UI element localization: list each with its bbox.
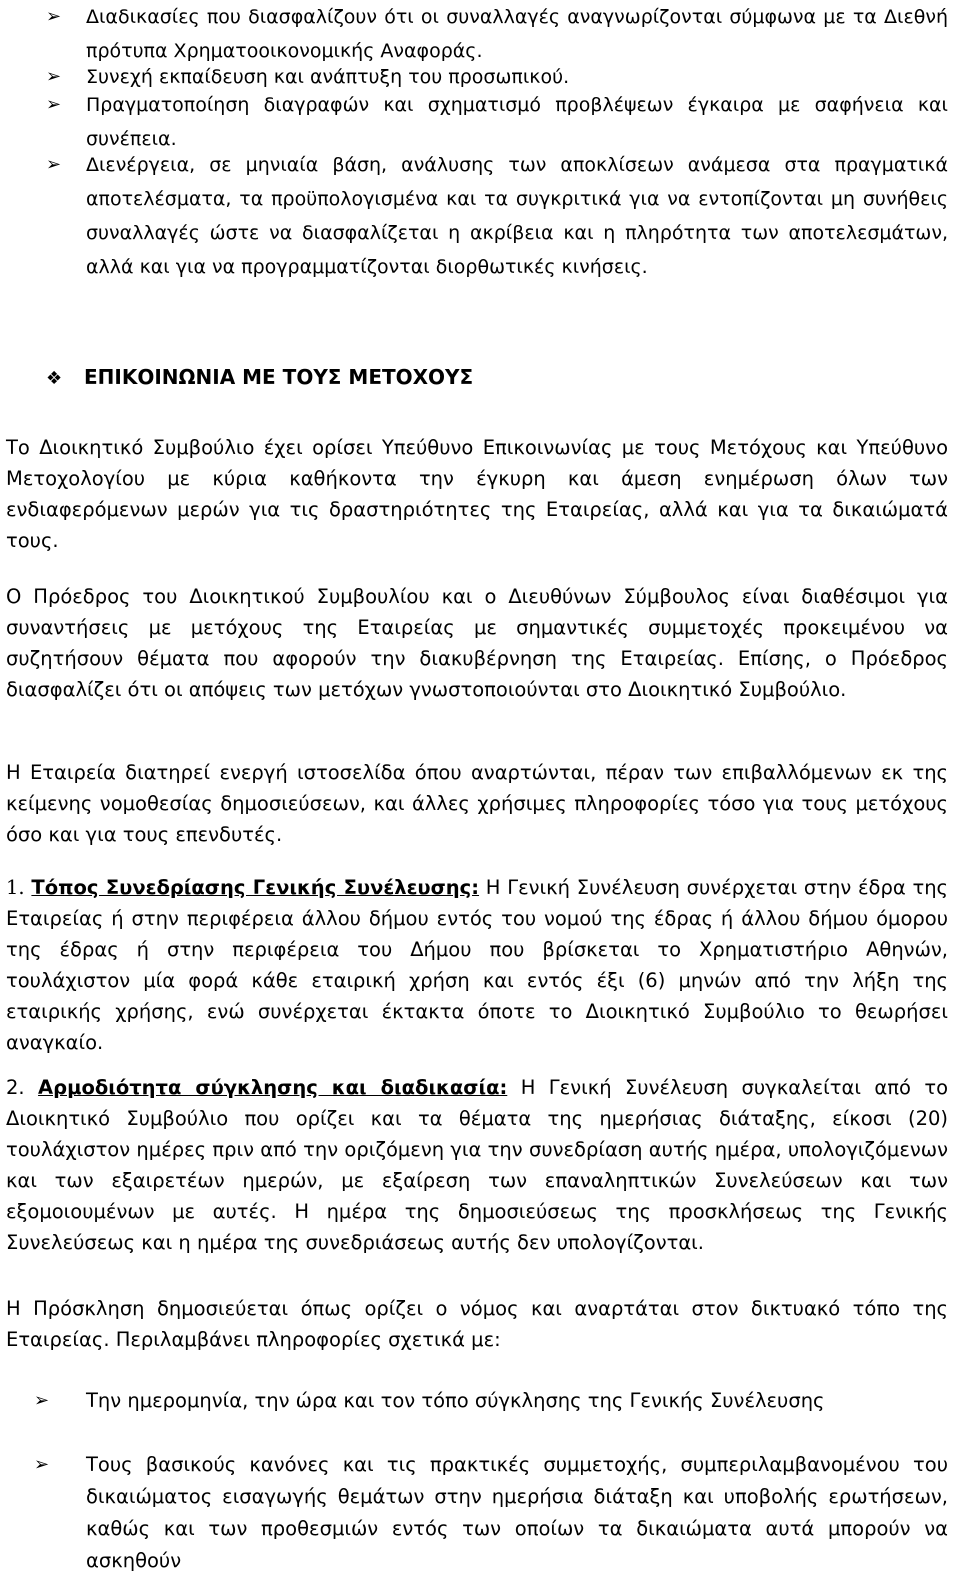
- list-item: [0, 1449, 960, 1577]
- list-item-text: Πραγματοποίηση διαγραφών και σχηματισμό προβλέψεων έγκαιρα με σαφήνεια και συνέπεια.: [86, 94, 948, 150]
- paragraph: Η Πρόσκληση δημοσιεύεται όπως ορίζει ο νόμος και αναρτάται στον δικτυακό τόπο της Εταιρείας. Περιλαμβάνει πληροφορίες σχετικά με:: [6, 1297, 948, 1351]
- arrow-bullet-icon: ➢: [46, 154, 62, 175]
- list-item-text: Διενέργεια, σε μηνιαία βάση, ανάλυσης των αποκλίσεων ανάμεσα στα πραγματικά αποτελέσματα, τα προϋπολογισμένα και τα συγκριτικά για να εντοπίζονται μη συνήθεις συναλλαγές ώστε να διασφαλίζεται η ακρίβεια και η πληρότητα των αποτελεσμάτων, αλλά και για να προγραμματίζονται διορθωτικές κινήσεις.: [86, 154, 948, 278]
- paragraph: Η Εταιρεία διατηρεί ενεργή ιστοσελίδα όπου αναρτώνται, πέραν των επιβαλλόμενων εκ της κείμενης νομοθεσίας δημοσιεύσεων, και άλλες χρήσιμες πληροφορίες τόσο για τους μετόχους όσο και για τους επενδυτές.: [6, 761, 948, 846]
- list-item: [0, 0, 960, 68]
- paragraph-title: Τόπος Συνεδρίασης Γενικής Συνέλευσης:: [31, 876, 480, 899]
- numbered-paragraph: [6, 1072, 948, 1258]
- arrow-bullet-icon: ➢: [34, 1454, 50, 1475]
- numbered-paragraph: [6, 872, 948, 1058]
- paragraph-number: 1.: [6, 876, 25, 899]
- arrow-bullet-icon: ➢: [34, 1390, 50, 1411]
- list-item-text: Την ημερομηνία, την ώρα και τον τόπο σύγκλησης της Γενικής Συνέλευσης: [86, 1389, 825, 1412]
- diamond-bullet-icon: ❖: [46, 368, 63, 389]
- paragraph-body: Η Γενική Συνέλευση συγκαλείται από το Διοικητικό Συμβούλιο που ορίζει και τα θέματα της ημερήσιας διάταξης, είκοσι (20) τουλάχιστον ημέρες πριν από την οριζόμενη για την συνεδρίαση αυτής ημέρα, υπολογιζόμενων και των εξαιρετέων ημερών, με εξαίρεση των επαναληπτικών Συνελεύσεων και των εξομοιουμένων με αυτές. Η ημέρα της δημοσιεύσεως της προσκλήσεως της Γενικής Συνελεύσεως και η ημέρα της συνεδριάσεως αυτής δεν υπολογίζονται.: [6, 1076, 948, 1254]
- list-item: [0, 88, 960, 156]
- section-heading-text: ΕΠΙΚΟΙΝΩΝΙΑ ΜΕ ΤΟΥΣ ΜΕΤΟΧΟΥΣ: [84, 365, 474, 389]
- arrow-bullet-icon: ➢: [46, 66, 62, 87]
- list-item: [0, 1385, 960, 1417]
- paragraph-title: Αρμοδιότητα σύγκλησης και διαδικασία:: [38, 1076, 508, 1099]
- paragraph-body: Η Γενική Συνέλευση συνέρχεται στην έδρα της Εταιρείας ή στην περιφέρεια άλλου δήμου εντός του νομού της έδρας ή άλλου δήμου όμορου της έδρας ή στην περιφέρεια του Δήμου που βρίσκεται το Χρηματιστήριο Αθηνών, τουλάχιστον μία φορά κάθε εταιρική χρήση και εντός έξι (6) μηνών από την λήξη της εταιρικής χρήσης, ενώ συνέρχεται έκτακτα όποτε το Διοικητικό Συμβούλιο το θεωρήσει αναγκαίο.: [6, 876, 949, 1054]
- arrow-bullet-icon: ➢: [46, 6, 62, 27]
- paragraph: Ο Πρόεδρος του Διοικητικού Συμβουλίου και ο Διευθύνων Σύμβουλος είναι διαθέσιμοι για συναντήσεις με μετόχους της Εταιρείας με σημαντικές συμμετοχές προκειμένου να συζητήσουν θέματα που αφορούν την διακυβέρνηση της Εταιρείας. Επίσης, ο Πρόεδρος διασφαλίζει ότι οι απόψεις των μετόχων γνωστοποιούνται στο Διοικητικό Συμβούλιο.: [6, 585, 948, 701]
- section-heading: [46, 362, 473, 394]
- paragraph: Το Διοικητικό Συμβούλιο έχει ορίσει Υπεύθυνο Επικοινωνίας με τους Μετόχους και Υπεύθυνο Μετοχολογίου με κύρια καθήκοντα την έγκυρη και άμεση ενημέρωση όλων των ενδιαφερόμενων μερών για τις δραστηριότητες της Εταιρείας, αλλά και για τα δικαιώματά τους.: [6, 436, 948, 552]
- paragraph-number: 2.: [6, 1076, 25, 1099]
- list-item-text: Συνεχή εκπαίδευση και ανάπτυξη του προσωπικού.: [86, 66, 570, 88]
- list-item-text: Διαδικασίες που διασφαλίζουν ότι οι συναλλαγές αναγνωρίζονται σύμφωνα με τα Διεθνή πρότυπα Χρηματοοικονομικής Αναφοράς.: [86, 6, 948, 62]
- list-item-text: Τους βασικούς κανόνες και τις πρακτικές συμμετοχής, συμπεριλαμβανομένου του δικαιώματος εισαγωγής θεμάτων στην ημερήσια διάταξη και υποβολής ερωτήσεων, καθώς και των προθεσμιών εντός των οποίων τα δικαιώματα αυτά μπορούν να ασκηθούν: [86, 1453, 948, 1572]
- list-item: [0, 148, 960, 284]
- arrow-bullet-icon: ➢: [46, 94, 62, 115]
